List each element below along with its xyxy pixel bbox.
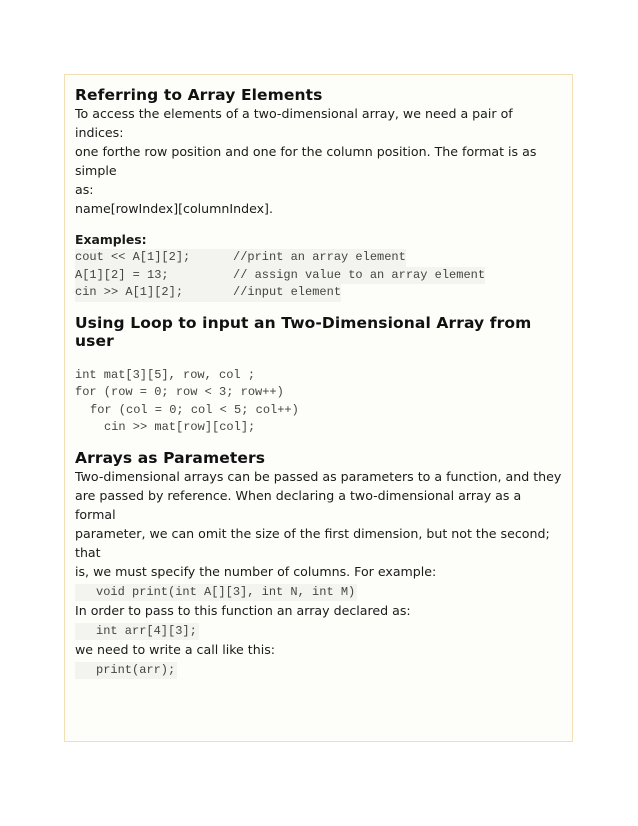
heading-referring-array-elements: Referring to Array Elements (75, 86, 323, 104)
example-row (75, 249, 562, 267)
example-row (75, 284, 562, 302)
example-code: cin >> A[1][2]; (75, 284, 233, 302)
code-line: cin >> mat[row][col]; (104, 420, 256, 434)
code-line: int mat[3][5], row, col ; (75, 367, 256, 382)
intro-line-1: To access the elements of a two-dimensional array, we need a pair of indices: (75, 106, 513, 140)
params-paragraph (75, 467, 562, 581)
code-print-signature: void print(int A[][3], int N, int M) (75, 584, 357, 601)
params-text-2: In order to pass to this function an array declared as: (75, 602, 411, 618)
code-line: for (col = 0; col < 5; col++) (90, 402, 299, 417)
example-comment: // assign value to an array element (233, 267, 485, 285)
params-line-3: parameter, we can omit the size of the first dimension, but not the second; that (75, 525, 550, 560)
example-code: cout << A[1][2]; (75, 249, 233, 267)
example-comment: //input element (233, 284, 341, 302)
intro-line-2: one forthe row position and one for the column position. The format is as simple (75, 144, 537, 178)
content-card (64, 74, 573, 742)
examples-list (75, 249, 562, 302)
params-line-2: are passed by reference. When declaring a two-dimensional array as a formal (75, 487, 522, 522)
intro-line-3: as: (75, 182, 94, 197)
example-comment: //print an array element (233, 249, 406, 267)
params-line-1: Two-dimensional arrays can be passed as parameters to a function, and they (75, 468, 562, 484)
loop-code-block (75, 367, 562, 437)
heading-arrays-parameters: Arrays as Parameters (75, 448, 266, 467)
example-code: A[1][2] = 13; (75, 267, 233, 285)
code-line: for (row = 0; row < 3; row++) (75, 385, 284, 399)
intro-line-4: name[rowIndex][columnIndex]. (75, 201, 273, 216)
intro-paragraph (75, 104, 562, 218)
heading-loop-input: Using Loop to input an Two-Dimensional Array from user (75, 313, 532, 350)
params-line-4: is, we must specify the number of columns. For example: (75, 563, 437, 579)
params-text-3: we need to write a call like this: (75, 641, 276, 657)
code-print-call: print(arr); (75, 662, 177, 679)
example-row (75, 267, 562, 285)
examples-label: Examples: (75, 232, 147, 247)
code-array-declaration: int arr[4][3]; (75, 623, 199, 640)
